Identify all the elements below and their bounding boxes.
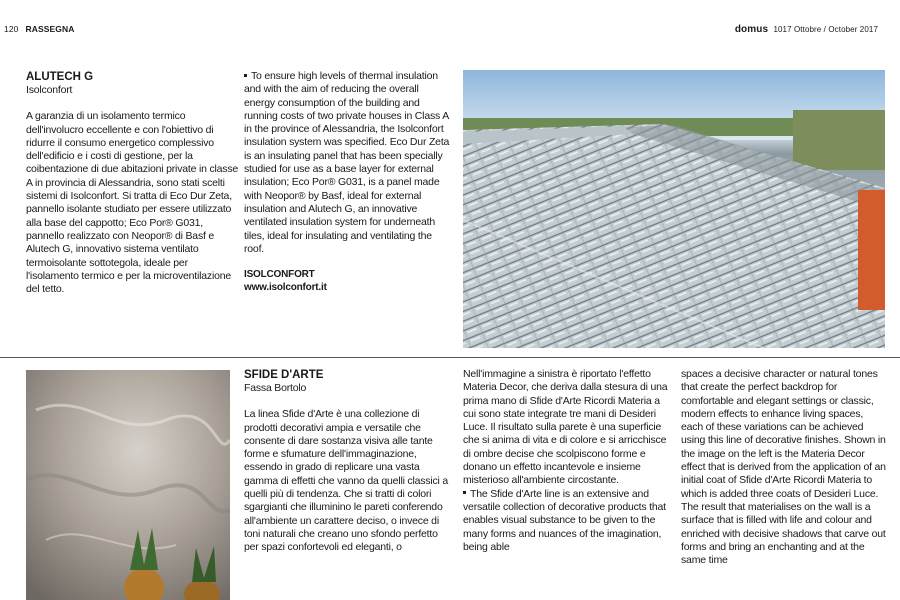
article-company: Fassa Bortolo <box>244 382 307 394</box>
sfide-col1 <box>244 368 451 555</box>
roof-photo <box>463 70 885 348</box>
article-company: Isolconfort <box>26 84 73 96</box>
running-header-right <box>735 24 878 35</box>
section-divider <box>0 357 900 358</box>
contact-name: ISOLCONFORT <box>244 269 315 281</box>
article-title: ALUTECH G <box>26 71 94 83</box>
magazine-name: domus <box>734 24 769 35</box>
running-header-left <box>4 24 74 34</box>
article-body-english-part1: The Sfide d'Arte line is an extensive and versatile collection of decorative products that enables visual substance to be given to the many forms and nuances of the imagination, being able <box>463 487 666 553</box>
sfide-col3 <box>681 368 887 567</box>
roof-illustration <box>463 70 885 348</box>
article-title: SFIDE D'ARTE <box>244 369 324 381</box>
contact-url[interactable]: www.isolconfort.it <box>244 282 327 294</box>
article-body-english: To ensure high levels of thermal insulation and with the aim of reducing the overall energy consumption of the building and running costs of two private houses in Class A in the province of Alessandria, the Isolconfort insulation system was specified. Eco Dur Zeta is an insulating panel that has been specially studied for use as a base layer for external insulation; Eco Por® G031, is a panel made with Neopor® by Basf, ideal for external insulation and Alutech G, an innovative ventilated insulation system for underneath tiles, ideal for insulating and ventilating the roof. <box>244 70 450 255</box>
issue-info: 1017 Ottobre / October 2017 <box>773 25 878 34</box>
page-number: 120 <box>4 24 19 34</box>
article-body-italian: A garanzia di un isolamento termico dell'involucro eccellente e con l'obiettivo di ridurre il consumo energetico complessivo dell'edificio e i costi di gestione, per la coibentazione di due abitazioni private in classe A in provincia di Alessandria, sono stati scelti sistemi di Isolconfort. Si tratta di Eco Dur Zeta, pannello isolante studiato per essere utilizzato alla base del cappotto; Eco Por® G031, pannello realizzato con Neopor® di Basf e Alutech G, innovativo sistema ventilato termoisolante sottotegola, ideale per l'isolamento termico e per la microventilazione del tetto. <box>26 110 239 296</box>
bullet-icon <box>463 491 466 494</box>
article-body-italian-part1: La linea Sfide d'Arte è una collezione di prodotti decorativi ampia e versatile che consente di dare sostanza visiva alle tante forme e sfumature dell'immaginazione, essendo in grado di replicare una vasta gamma di effetti che vanno da quelli classici a quelli più di tendenza. Che si tratti di colori sgargianti che illuminino le pareti conferendo all'ambiente un carattere deciso, o invece di toni naturali che creano uno sfondo perfetto per spazi confortevoli ed eleganti, o <box>244 408 449 554</box>
article-body-italian-part2: Nell'immagine a sinistra è riportato l'effetto Materia Decor, che deriva dalla stesura di una prima mano di Sfide d'Arte Ricordi Materia a cui sono state integrate tre mani di Desideri Luce. Il risultato sulla parete è una superficie che si anima di vita e di colore e si arricchisce di ombre decise che scolpiscono forme e donano un effetto incantevole e insieme misterioso all'ambiente circostante. <box>463 368 668 487</box>
alutech-english-column <box>244 70 451 294</box>
bullet-icon <box>244 74 247 77</box>
article-body-english-part2: spaces a decisive character or natural tones that create the perfect backdrop for comfortable and elegant settings or classic, modern effects to enhance living spaces, each of these variations can be achieved using this line of decorative finishes. Shown in the image on the left is the Materia Decor effect that is derived from the application of an initial coat of Sfide d'Arte Ricordi Materia to which is added three coats of Desideri Luce. The result that materialises on the wall is a surface that is filled with life and colour and enriched with decisive shadows that carve out forms and bring an enchanting and at the same time <box>681 368 886 567</box>
wall-illustration <box>26 370 230 600</box>
sfide-col2 <box>463 368 670 554</box>
wall-photo <box>26 370 230 600</box>
alutech-italian-column <box>26 70 238 296</box>
section-name: RASSEGNA <box>25 24 75 34</box>
